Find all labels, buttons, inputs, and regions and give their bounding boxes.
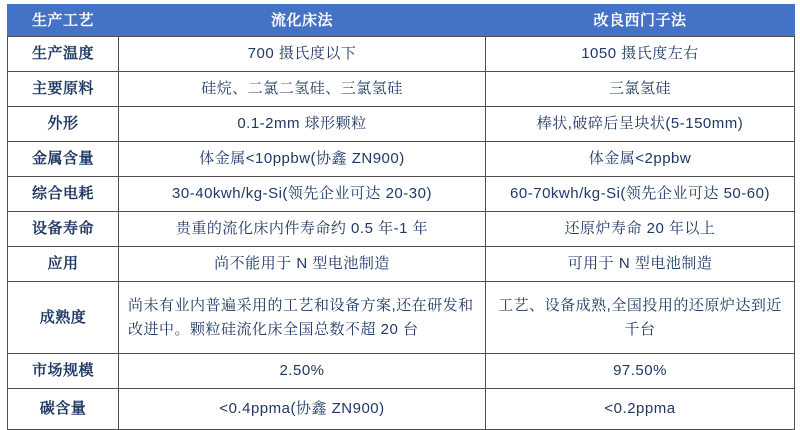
- table-row: [8, 212, 795, 247]
- siemens-value-cell: <0.2ppma: [486, 389, 795, 430]
- row-label-cell: 应用: [8, 247, 119, 282]
- row-label-cell: 碳含量: [8, 389, 119, 430]
- table-row: [8, 107, 795, 142]
- siemens-value-cell: 体金属<2ppbw: [486, 142, 795, 177]
- table-row: [8, 177, 795, 212]
- siemens-value-cell: 还原炉寿命 20 年以上: [486, 212, 795, 247]
- siemens-value-cell: 三氯氢硅: [486, 72, 795, 107]
- table-header-row: [8, 5, 795, 37]
- row-label-cell: 设备寿命: [8, 212, 119, 247]
- row-label-cell: 外形: [8, 107, 119, 142]
- fluidized-bed-value-cell: 体金属<10ppbw(协鑫 ZN900): [119, 142, 486, 177]
- row-label-cell: 综合电耗: [8, 177, 119, 212]
- header-cell-fluidized-bed: 流化床法: [119, 5, 486, 37]
- siemens-value-cell: 棒状,破碎后呈块状(5-150mm): [486, 107, 795, 142]
- table-row: [8, 389, 795, 430]
- table-body: [8, 37, 795, 430]
- row-label-cell: 生产温度: [8, 37, 119, 72]
- table-row: [8, 247, 795, 282]
- header-cell-siemens: 改良西门子法: [486, 5, 795, 37]
- siemens-value-cell: 工艺、设备成熟,全国投用的还原炉达到近千台: [486, 282, 795, 354]
- row-label-cell: 成熟度: [8, 282, 119, 354]
- row-label-cell: 主要原料: [8, 72, 119, 107]
- row-label-cell: 市场规模: [8, 354, 119, 389]
- fluidized-bed-value-cell: 30-40kwh/kg-Si(领先企业可达 20-30): [119, 177, 486, 212]
- siemens-value-cell: 1050 摄氏度左右: [486, 37, 795, 72]
- fluidized-bed-value-cell: 尚不能用于 N 型电池制造: [119, 247, 486, 282]
- table-row: [8, 354, 795, 389]
- fluidized-bed-value-cell: 硅烷、二氯二氢硅、三氯氢硅: [119, 72, 486, 107]
- fluidized-bed-value-cell: 0.1-2mm 球形颗粒: [119, 107, 486, 142]
- fluidized-bed-value-cell: 2.50%: [119, 354, 486, 389]
- fluidized-bed-value-cell: 700 摄氏度以下: [119, 37, 486, 72]
- table-row: [8, 37, 795, 72]
- table-row: [8, 282, 795, 354]
- siemens-value-cell: 60-70kwh/kg-Si(领先企业可达 50-60): [486, 177, 795, 212]
- fluidized-bed-value-cell: 贵重的流化床内件寿命约 0.5 年-1 年: [119, 212, 486, 247]
- header-cell-process: 生产工艺: [8, 5, 119, 37]
- siemens-value-cell: 97.50%: [486, 354, 795, 389]
- table-row: [8, 72, 795, 107]
- fluidized-bed-value-cell: 尚未有业内普遍采用的工艺和设备方案,还在研发和改进中。颗粒硅流化床全国总数不超 20 台: [119, 282, 486, 354]
- fluidized-bed-value-cell: <0.4ppma(协鑫 ZN900): [119, 389, 486, 430]
- row-label-cell: 金属含量: [8, 142, 119, 177]
- table-row: [8, 142, 795, 177]
- siemens-value-cell: 可用于 N 型电池制造: [486, 247, 795, 282]
- process-comparison-table: [7, 4, 795, 430]
